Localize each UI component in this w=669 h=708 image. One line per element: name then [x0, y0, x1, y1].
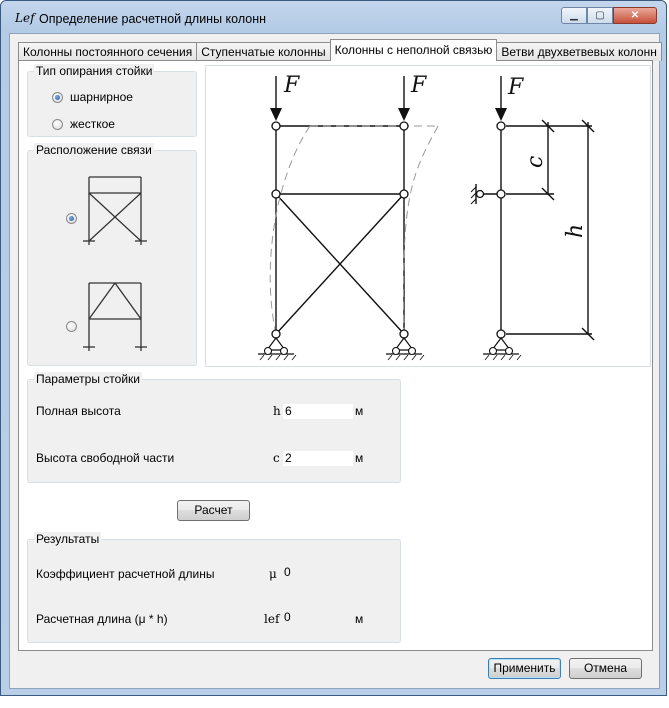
- radio-portal-bracing[interactable]: [66, 321, 77, 332]
- bracing-title: Расположение связи: [36, 143, 152, 157]
- cross-bracing-icon[interactable]: [83, 173, 147, 249]
- title-bar[interactable]: [1, 1, 666, 33]
- results-title: Результаты: [36, 532, 100, 546]
- joint-base-left: [272, 330, 280, 338]
- parameters-title: Параметры стойки: [36, 372, 140, 386]
- effective-length-label: Расчетная длина (μ * h): [36, 612, 168, 626]
- portal-bracing-icon[interactable]: [83, 279, 147, 355]
- coefficient-value: 0: [284, 565, 291, 579]
- minimize-button[interactable]: ▁: [561, 7, 587, 24]
- free-height-input[interactable]: [283, 451, 353, 466]
- joint-brace-wall: [477, 191, 484, 198]
- joint-mid-left: [272, 190, 280, 198]
- coefficient-symbol: μ: [269, 567, 277, 581]
- parameters-group: [27, 372, 401, 483]
- tab-strip: [18, 39, 661, 61]
- joint-top-left: [272, 122, 280, 130]
- radio-hinged-label[interactable]: шарнирное: [70, 90, 133, 104]
- support-type-group: [27, 64, 197, 137]
- tab-stepped-columns[interactable]: Ступенчатые колонны: [196, 42, 330, 61]
- app-icon: Lef: [15, 11, 35, 25]
- effective-length-symbol: lef: [264, 612, 280, 626]
- support-type-title: Тип опирания стойки: [36, 64, 153, 78]
- effective-length-value: 0: [284, 610, 291, 624]
- joint-single-base: [497, 330, 505, 338]
- force-label-left: F: [284, 73, 300, 98]
- radio-rigid[interactable]: [52, 119, 63, 130]
- full-height-label: Полная высота: [36, 404, 121, 418]
- free-height-symbol: c: [273, 451, 280, 465]
- force-head-single: [495, 108, 507, 121]
- force-label-right: F: [411, 73, 427, 98]
- calculate-button[interactable]: Расчет: [177, 500, 250, 521]
- radio-cross-bracing[interactable]: [66, 213, 77, 224]
- joint-single-top: [497, 122, 505, 130]
- results-group: [27, 532, 401, 643]
- full-height-unit: м: [355, 404, 364, 418]
- full-height-input[interactable]: [283, 404, 353, 419]
- coefficient-label: Коэффициент расчетной длины: [36, 567, 215, 581]
- dimension-c-label: c: [523, 155, 548, 168]
- scheme-diagram: [205, 65, 651, 367]
- tab-page: [18, 60, 653, 651]
- full-height-symbol: h: [273, 404, 281, 418]
- free-height-label: Высота свободной части: [36, 451, 175, 465]
- radio-hinged[interactable]: [52, 92, 63, 103]
- bracing-group: [27, 143, 197, 366]
- tab-two-branch-columns[interactable]: Ветви двухветвевых колонн: [496, 42, 661, 61]
- effective-length-unit: м: [355, 612, 364, 626]
- cancel-button[interactable]: Отмена: [569, 658, 642, 679]
- joint-top-right: [400, 122, 408, 130]
- force-head-right: [398, 108, 410, 121]
- force-label-single: F: [508, 75, 524, 100]
- tab-constant-section[interactable]: Колонны постоянного сечения: [18, 42, 197, 61]
- radio-rigid-label[interactable]: жесткое: [70, 117, 115, 131]
- maximize-button[interactable]: ▢: [587, 7, 613, 24]
- dimension-h-label: h: [563, 223, 588, 238]
- window-title: Определение расчетной длины колонн: [39, 12, 267, 26]
- apply-button[interactable]: Применить: [488, 658, 561, 679]
- joint-base-right: [400, 330, 408, 338]
- dialog-client-area: [9, 33, 660, 689]
- buckled-right-column: [403, 126, 438, 334]
- force-head-left: [270, 108, 282, 121]
- close-button[interactable]: ✕: [613, 7, 657, 24]
- column-scheme-svg: [206, 66, 650, 366]
- free-height-unit: м: [355, 451, 364, 465]
- joint-mid-right: [400, 190, 408, 198]
- joint-single-mid: [497, 190, 505, 198]
- tab-partial-bracing[interactable]: Колонны с неполной связью: [330, 39, 498, 61]
